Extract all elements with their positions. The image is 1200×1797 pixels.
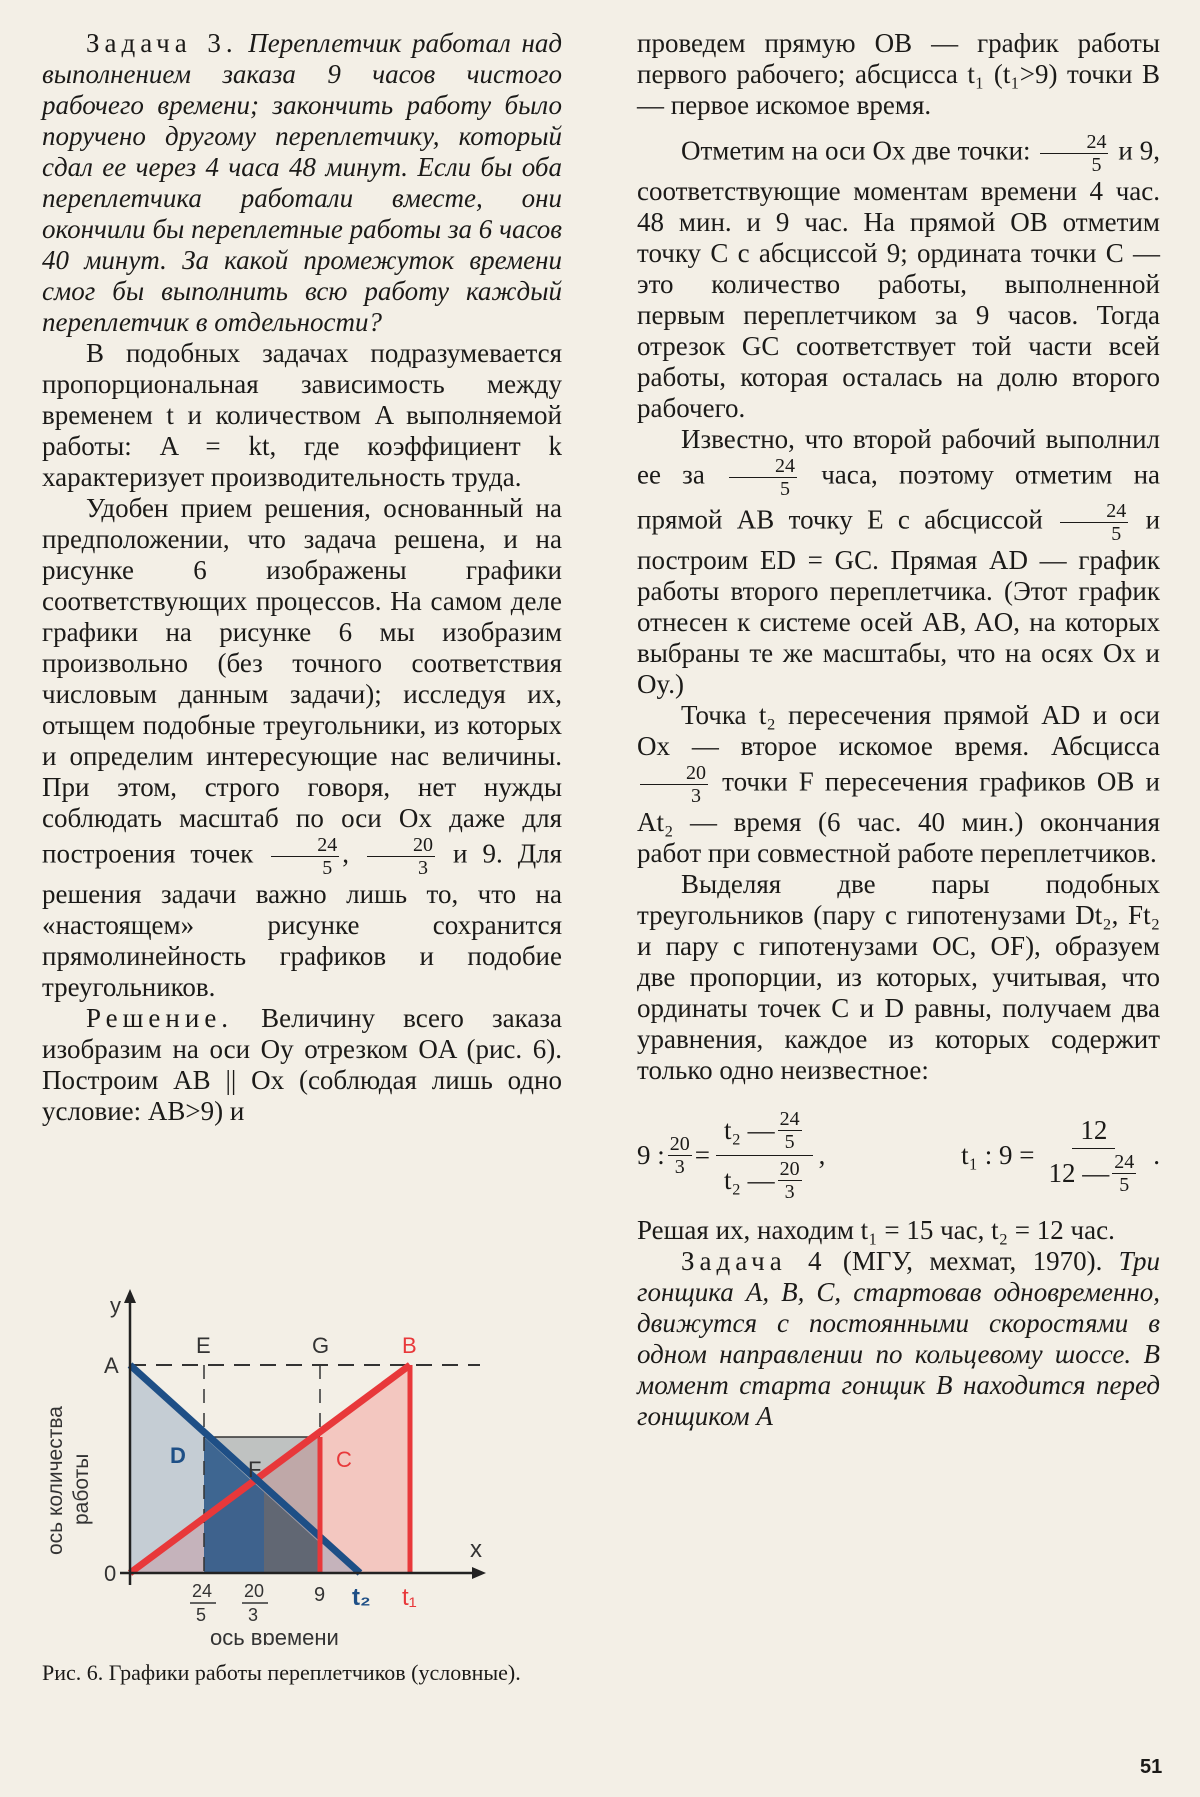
second-worker-text-c: и построим ED = GC. Прямая AD — график работы второго переплетчика. (Этот график отнесен к системе осей AB, AO, на которых выбраны те же масштабы, что на осях Ox и Oy.): [637, 504, 1161, 699]
figure-6-graph: [30, 1285, 570, 1645]
fraction-24-5: $\frac{24}{5}$: [271, 834, 339, 879]
mark-points-text-a: Отметим на оси Ox две точки:: [681, 135, 1031, 166]
paragraph-mark-points: [637, 131, 1160, 424]
paragraph-method-text-b: и 9. Для решения задачи важно лишь то, что на «настоящем» рисунке сохранится прямолинейность графиков и подобие треугольников.: [42, 838, 563, 1002]
fraction-20-3: $\frac{20}{3}$: [640, 762, 708, 807]
tick-20: 20: [244, 1581, 265, 1601]
x-axis-title: ось времени: [210, 1625, 339, 1645]
eq2-big-fraction: 12 12 — $\frac{24}{5}$: [1048, 1115, 1135, 1196]
left-column: [42, 28, 562, 1127]
t2-text-a: Точка t₂ пересечения прямой AD и оси Ox — второе искомое время. Абсцисса: [637, 700, 1160, 761]
fraction-24-5: $\frac{24}{5}$: [729, 455, 797, 500]
problem-4-source: (МГУ, мехмат, 1970).: [842, 1246, 1103, 1276]
fraction-24-5: $\frac{24}{5}$: [1040, 131, 1108, 176]
equation-2: t₁ : 9 = 12 12 — $\frac{24}{5}$ .: [961, 1115, 1160, 1196]
paragraph-t2: [637, 700, 1160, 869]
tick-3: 3: [248, 1605, 259, 1625]
solution-paragraph: [42, 1003, 562, 1127]
solution-heading: Решение.: [86, 1003, 234, 1033]
problem-4-heading: Задача 4: [681, 1246, 827, 1276]
comma: ,: [342, 838, 350, 869]
problem-3-text: Переплетчик работал над выполнением заказа 9 часов чистого рабочего времени; закончить работу было поручено другому переплетчику, который сдал ее через 4 часа 48 минут. Если бы оба переплетчика работали вместе, они окончили бы переплетные работы за 6 часов 40 минут. За какой промежуток времени смог бы выполнить всю работу каждый переплетчик в отдельности?: [42, 28, 563, 337]
label-C: C: [336, 1447, 352, 1472]
tick-5: 5: [196, 1605, 207, 1625]
fraction-20-3: $\frac{20}{3}$: [367, 834, 435, 879]
label-x: x: [470, 1536, 482, 1563]
label-B: B: [402, 1333, 417, 1358]
equation-1: 9 : $\frac{20}{3}$ = t₂ — $\frac{24}{5}$ t₂ — $\frac{20}{3}$ ,: [637, 1108, 826, 1203]
label-D: D: [170, 1443, 186, 1468]
eq1-fraction: $\frac{20}{3}$: [669, 1133, 690, 1178]
figure-6: [30, 1285, 570, 1645]
problem-3-heading: Задача 3.: [86, 28, 238, 58]
paragraph-second-worker: [637, 424, 1160, 700]
y-arrow-icon: [124, 1289, 136, 1303]
right-column: [637, 28, 1160, 1432]
paragraph-proportional: В подобных задачах подразумевается пропорциональная зависимость между временем t и количеством A выполняемой работы: A = kt, где коэффициент k характеризует производительность труда.: [42, 338, 562, 492]
figure-caption: Рис. 6. Графики работы переплетчиков (условные).: [42, 1660, 521, 1685]
tick-9: 9: [314, 1584, 326, 1606]
page-number: 51: [1140, 1756, 1163, 1778]
label-O: 0: [104, 1561, 117, 1586]
problem-4: [637, 1246, 1160, 1432]
y-axis-title-2: работы: [70, 1453, 93, 1525]
label-F: F: [248, 1457, 262, 1482]
t2-text-b: точки F пересечения графиков OB и At₂ — время (6 час. 40 мин.) окончания работ при совместной работе переплетчиков.: [637, 766, 1160, 868]
label-A: A: [104, 1353, 119, 1378]
tick-24: 24: [192, 1581, 213, 1601]
label-G: G: [312, 1333, 330, 1358]
label-E: E: [196, 1333, 211, 1358]
x-arrow-icon: [472, 1567, 486, 1579]
tick-t1: t₁: [402, 1584, 417, 1611]
paragraph-similar-triangles: Выделяя две пары подобных треугольников (пару с гипотенузами Dt₂, Ft₂ и пару с гипотенузами OC, OF), образуем две пропорции, из которых, учитывая, что ординаты точек C и D равны, получаем два уравнения, каждое из которых содержит только одно неизвестное:: [637, 869, 1160, 1085]
fraction-24-5: $\frac{24}{5}$: [1060, 500, 1128, 545]
paragraph-result: Решая их, находим t₁ = 15 час, t₂ = 12 час.: [637, 1215, 1115, 1245]
paragraph-method-text-a: Удобен прием решения, основанный на предположении, что задача решена, и на рисунке 6 изображены графики соответствующих процессов. На самом деле графики на рисунке 6 мы изобразим произвольно (без точного соответствия числовым данным задачи); исследуя их, отыщем подобные треугольники, из которых и определим интересующие нас величины. При этом, строго говоря, нет нужды соблюдать масштаб по оси Ox даже для построения точек: [42, 493, 562, 869]
y-axis-title-1: ось количества: [44, 1406, 67, 1555]
paragraph-OB: проведем прямую OB — график работы первого рабочего; абсцисса t₁ (t₁>9) точки B — первое искомое время.: [637, 28, 1160, 120]
tick-t2: t₂: [352, 1584, 371, 1611]
paragraph-method: [42, 493, 562, 1003]
equations: [637, 1106, 1160, 1205]
label-y: y: [110, 1293, 121, 1318]
problem-3-statement: [42, 28, 562, 338]
problem-4-text: Три гонщика A, B, C, стартовав одновременно, движутся с постоянными скоростями в одном направлении по кольцевому шоссе. В момент старта гонщик B находится перед гонщиком A: [637, 1246, 1161, 1431]
eq1-big-fraction: t₂ — $\frac{24}{5}$ t₂ — $\frac{20}{3}$: [716, 1106, 813, 1205]
solution-text: Величину всего заказа изобразим на оси Oy отрезком OA (рис. 6). Построим AB || Ox (соблюдая лишь одно условие: AB>9) и: [42, 1003, 562, 1126]
mark-points-text-b: и 9, соответствующие моментам времени 4 час. 48 мин. и 9 час. На прямой OB отметим точку C с абсциссой 9; ордината точки C — это количество работы, выполненной первым переплетчиком за 9 часов. Тогда отрезок GC соответствует той части всей работы, которая осталась на долю второго рабочего.: [637, 135, 1161, 423]
second-worker-text-a: Известно, что второй рабочий выполнил ее за: [637, 424, 1160, 490]
second-worker-text-b: часа, поэтому отметим на прямой AB точку E с абсциссой: [637, 459, 1161, 535]
